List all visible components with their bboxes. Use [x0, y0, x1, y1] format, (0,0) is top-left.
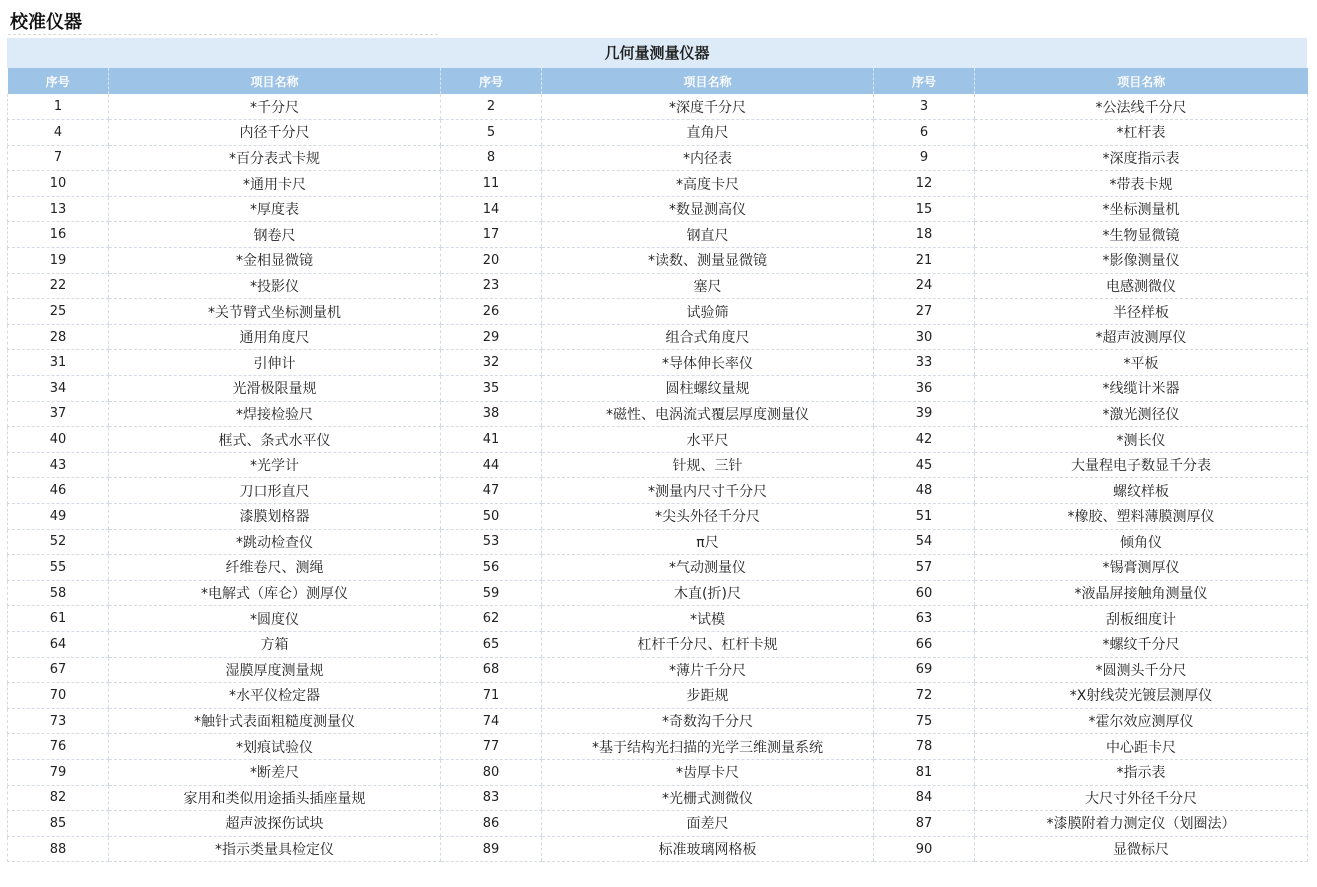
- item-index-cell: 86: [441, 811, 542, 837]
- item-index-cell: 83: [441, 785, 542, 811]
- item-name-cell: 刀口形直尺: [109, 478, 441, 504]
- item-name-cell: 步距规: [542, 683, 874, 709]
- item-name-cell: *指示类量具检定仪: [109, 836, 441, 862]
- item-name-cell: 大量程电子数显千分表: [975, 452, 1308, 478]
- item-name-cell: 超声波探伤试块: [109, 811, 441, 837]
- table-row: [8, 734, 1308, 760]
- table-row: [8, 401, 1308, 427]
- item-index-cell: 2: [441, 94, 542, 120]
- item-index-cell: 64: [8, 631, 109, 657]
- item-name-cell: 钢直尺: [542, 222, 874, 248]
- item-name-cell: *圆度仪: [109, 606, 441, 632]
- table-row: [8, 299, 1308, 325]
- item-index-cell: 12: [874, 171, 975, 197]
- header-index-2: 序号: [441, 68, 542, 94]
- item-name-cell: *锡膏测厚仪: [975, 555, 1308, 581]
- item-index-cell: 57: [874, 555, 975, 581]
- item-name-cell: *断差尺: [109, 759, 441, 785]
- item-index-cell: 65: [441, 631, 542, 657]
- item-name-cell: *光学计: [109, 452, 441, 478]
- item-name-cell: *测长仪: [975, 427, 1308, 453]
- item-name-cell: *焊接检验尺: [109, 401, 441, 427]
- item-index-cell: 61: [8, 606, 109, 632]
- item-name-cell: *触针式表面粗糙度测量仪: [109, 708, 441, 734]
- item-index-cell: 13: [8, 196, 109, 222]
- item-index-cell: 89: [441, 836, 542, 862]
- item-name-cell: *激光测径仪: [975, 401, 1308, 427]
- item-index-cell: 79: [8, 759, 109, 785]
- page-title: 校准仪器: [10, 12, 82, 33]
- header-row: [8, 68, 1308, 94]
- item-index-cell: 14: [441, 196, 542, 222]
- item-name-cell: *投影仪: [109, 273, 441, 299]
- item-name-cell: 针规、三针: [542, 452, 874, 478]
- item-index-cell: 46: [8, 478, 109, 504]
- item-name-cell: *X射线荧光镀层测厚仪: [975, 683, 1308, 709]
- table-row: [8, 248, 1308, 274]
- item-name-cell: 引伸计: [109, 350, 441, 376]
- table-row: [8, 324, 1308, 350]
- item-index-cell: 80: [441, 759, 542, 785]
- item-index-cell: 55: [8, 555, 109, 581]
- table-row: [8, 120, 1308, 146]
- item-name-cell: 大尺寸外径千分尺: [975, 785, 1308, 811]
- item-name-cell: 光滑极限量规: [109, 376, 441, 402]
- item-index-cell: 88: [8, 836, 109, 862]
- item-index-cell: 71: [441, 683, 542, 709]
- item-name-cell: *影像测量仪: [975, 248, 1308, 274]
- item-index-cell: 69: [874, 657, 975, 683]
- table-row: [8, 631, 1308, 657]
- item-index-cell: 38: [441, 401, 542, 427]
- item-name-cell: *指示表: [975, 759, 1308, 785]
- table-row: [8, 785, 1308, 811]
- item-name-cell: π尺: [542, 529, 874, 555]
- item-name-cell: *生物显微镜: [975, 222, 1308, 248]
- item-index-cell: 24: [874, 273, 975, 299]
- item-name-cell: *深度指示表: [975, 145, 1308, 171]
- item-index-cell: 47: [441, 478, 542, 504]
- item-name-cell: *线缆计米器: [975, 376, 1308, 402]
- item-index-cell: 45: [874, 452, 975, 478]
- item-index-cell: 22: [8, 273, 109, 299]
- header-index-3: 序号: [874, 68, 975, 94]
- item-name-cell: *试模: [542, 606, 874, 632]
- header-name-2: 项目名称: [542, 68, 874, 94]
- item-index-cell: 39: [874, 401, 975, 427]
- item-index-cell: 44: [441, 452, 542, 478]
- item-name-cell: *通用卡尺: [109, 171, 441, 197]
- item-index-cell: 81: [874, 759, 975, 785]
- item-index-cell: 48: [874, 478, 975, 504]
- item-name-cell: *霍尔效应测厚仪: [975, 708, 1308, 734]
- table-row: [8, 555, 1308, 581]
- item-name-cell: 水平尺: [542, 427, 874, 453]
- item-name-cell: *数显测高仪: [542, 196, 874, 222]
- item-index-cell: 76: [8, 734, 109, 760]
- table-row: [8, 452, 1308, 478]
- item-name-cell: 漆膜划格器: [109, 504, 441, 530]
- table-row: [8, 427, 1308, 453]
- item-name-cell: *厚度表: [109, 196, 441, 222]
- item-index-cell: 87: [874, 811, 975, 837]
- item-index-cell: 56: [441, 555, 542, 581]
- item-index-cell: 18: [874, 222, 975, 248]
- table-row: [8, 657, 1308, 683]
- item-index-cell: 8: [441, 145, 542, 171]
- item-name-cell: *圆测头千分尺: [975, 657, 1308, 683]
- item-name-cell: 螺纹样板: [975, 478, 1308, 504]
- item-index-cell: 11: [441, 171, 542, 197]
- item-index-cell: 62: [441, 606, 542, 632]
- item-index-cell: 68: [441, 657, 542, 683]
- item-name-cell: *光栅式测微仪: [542, 785, 874, 811]
- instrument-table: [7, 68, 1308, 862]
- table-header: [8, 68, 1308, 94]
- item-index-cell: 21: [874, 248, 975, 274]
- item-name-cell: 组合式角度尺: [542, 324, 874, 350]
- item-index-cell: 90: [874, 836, 975, 862]
- item-name-cell: *千分尺: [109, 94, 441, 120]
- item-name-cell: *气动测量仪: [542, 555, 874, 581]
- item-index-cell: 52: [8, 529, 109, 555]
- item-index-cell: 73: [8, 708, 109, 734]
- item-index-cell: 70: [8, 683, 109, 709]
- item-name-cell: 电感测微仪: [975, 273, 1308, 299]
- item-index-cell: 60: [874, 580, 975, 606]
- item-index-cell: 5: [441, 120, 542, 146]
- item-index-cell: 25: [8, 299, 109, 325]
- item-name-cell: 刮板细度计: [975, 606, 1308, 632]
- table-row: [8, 94, 1308, 120]
- table-row: [8, 145, 1308, 171]
- table-row: [8, 759, 1308, 785]
- item-name-cell: *磁性、电涡流式覆层厚度测量仪: [542, 401, 874, 427]
- item-index-cell: 51: [874, 504, 975, 530]
- table-row: [8, 683, 1308, 709]
- item-index-cell: 37: [8, 401, 109, 427]
- item-name-cell: *齿厚卡尺: [542, 759, 874, 785]
- item-index-cell: 9: [874, 145, 975, 171]
- item-name-cell: 框式、条式水平仪: [109, 427, 441, 453]
- item-index-cell: 54: [874, 529, 975, 555]
- item-name-cell: *金相显微镜: [109, 248, 441, 274]
- item-name-cell: *平板: [975, 350, 1308, 376]
- item-name-cell: *基于结构光扫描的光学三维测量系统: [542, 734, 874, 760]
- item-index-cell: 28: [8, 324, 109, 350]
- item-name-cell: 试验筛: [542, 299, 874, 325]
- item-index-cell: 49: [8, 504, 109, 530]
- item-name-cell: *公法线千分尺: [975, 94, 1308, 120]
- item-index-cell: 34: [8, 376, 109, 402]
- table-row: [8, 273, 1308, 299]
- item-index-cell: 58: [8, 580, 109, 606]
- item-name-cell: 塞尺: [542, 273, 874, 299]
- item-index-cell: 16: [8, 222, 109, 248]
- item-index-cell: 35: [441, 376, 542, 402]
- item-name-cell: 直角尺: [542, 120, 874, 146]
- item-index-cell: 15: [874, 196, 975, 222]
- item-name-cell: *测量内尺寸千分尺: [542, 478, 874, 504]
- item-name-cell: *尖头外径千分尺: [542, 504, 874, 530]
- item-index-cell: 75: [874, 708, 975, 734]
- item-name-cell: *液晶屏接触角测量仪: [975, 580, 1308, 606]
- table-caption: 几何量测量仪器: [7, 38, 1307, 68]
- table-row: [8, 580, 1308, 606]
- item-name-cell: 家用和类似用途插头插座量规: [109, 785, 441, 811]
- item-name-cell: 通用角度尺: [109, 324, 441, 350]
- item-name-cell: 半径样板: [975, 299, 1308, 325]
- item-name-cell: *百分表式卡规: [109, 145, 441, 171]
- item-name-cell: *带表卡规: [975, 171, 1308, 197]
- item-index-cell: 82: [8, 785, 109, 811]
- item-index-cell: 4: [8, 120, 109, 146]
- item-name-cell: *电解式（库仑）测厚仪: [109, 580, 441, 606]
- item-index-cell: 40: [8, 427, 109, 453]
- item-name-cell: 湿膜厚度测量规: [109, 657, 441, 683]
- item-index-cell: 84: [874, 785, 975, 811]
- instrument-table-container: [7, 38, 1307, 862]
- item-index-cell: 19: [8, 248, 109, 274]
- header-index-1: 序号: [45, 74, 70, 89]
- item-index-cell: 20: [441, 248, 542, 274]
- table-row: [8, 529, 1308, 555]
- item-name-cell: 方箱: [109, 631, 441, 657]
- item-name-cell: *螺纹千分尺: [975, 631, 1308, 657]
- table-row: [8, 708, 1308, 734]
- item-name-cell: *内径表: [542, 145, 874, 171]
- item-index-cell: 59: [441, 580, 542, 606]
- table-body: [8, 94, 1308, 862]
- item-index-cell: 42: [874, 427, 975, 453]
- title-divider: [8, 34, 438, 35]
- item-index-cell: 53: [441, 529, 542, 555]
- item-name-cell: *高度卡尺: [542, 171, 874, 197]
- item-name-cell: *深度千分尺: [542, 94, 874, 120]
- item-index-cell: 67: [8, 657, 109, 683]
- item-index-cell: 32: [441, 350, 542, 376]
- item-name-cell: 杠杆千分尺、杠杆卡规: [542, 631, 874, 657]
- item-name-cell: 显微标尺: [975, 836, 1308, 862]
- header-name-3: 项目名称: [975, 68, 1308, 94]
- item-index-cell: 85: [8, 811, 109, 837]
- item-index-cell: 10: [8, 171, 109, 197]
- item-index-cell: 63: [874, 606, 975, 632]
- table-row: [8, 478, 1308, 504]
- item-index-cell: 74: [441, 708, 542, 734]
- item-name-cell: 钢卷尺: [109, 222, 441, 248]
- item-index-cell: 77: [441, 734, 542, 760]
- item-name-cell: 中心距卡尺: [975, 734, 1308, 760]
- item-index-cell: 33: [874, 350, 975, 376]
- item-name-cell: 标准玻璃网格板: [542, 836, 874, 862]
- item-index-cell: 17: [441, 222, 542, 248]
- item-index-cell: 6: [874, 120, 975, 146]
- item-index-cell: 41: [441, 427, 542, 453]
- table-row: [8, 606, 1308, 632]
- item-index-cell: 72: [874, 683, 975, 709]
- item-name-cell: 面差尺: [542, 811, 874, 837]
- item-name-cell: *关节臂式坐标测量机: [109, 299, 441, 325]
- item-name-cell: *水平仪检定器: [109, 683, 441, 709]
- item-name-cell: 圆柱螺纹量规: [542, 376, 874, 402]
- item-name-cell: 木直(折)尺: [542, 580, 874, 606]
- table-row: [8, 376, 1308, 402]
- item-name-cell: *跳动检查仪: [109, 529, 441, 555]
- item-index-cell: 23: [441, 273, 542, 299]
- item-index-cell: 7: [8, 145, 109, 171]
- item-name-cell: *奇数沟千分尺: [542, 708, 874, 734]
- item-name-cell: *杠杆表: [975, 120, 1308, 146]
- item-name-cell: 倾角仪: [975, 529, 1308, 555]
- item-name-cell: 纤维卷尺、测绳: [109, 555, 441, 581]
- table-row: [8, 171, 1308, 197]
- item-index-cell: 43: [8, 452, 109, 478]
- item-index-cell: 30: [874, 324, 975, 350]
- item-name-cell: *超声波测厚仪: [975, 324, 1308, 350]
- item-name-cell: 内径千分尺: [109, 120, 441, 146]
- item-name-cell: *坐标测量机: [975, 196, 1308, 222]
- item-name-cell: *划痕试验仪: [109, 734, 441, 760]
- table-row: [8, 196, 1308, 222]
- table-row: [8, 350, 1308, 376]
- item-index-cell: 31: [8, 350, 109, 376]
- item-index-cell: 1: [8, 94, 109, 120]
- item-index-cell: 29: [441, 324, 542, 350]
- item-name-cell: *读数、测量显微镜: [542, 248, 874, 274]
- item-name-cell: *橡胶、塑料薄膜测厚仪: [975, 504, 1308, 530]
- item-index-cell: 3: [874, 94, 975, 120]
- item-index-cell: 26: [441, 299, 542, 325]
- table-row: [8, 504, 1308, 530]
- item-index-cell: 78: [874, 734, 975, 760]
- item-index-cell: 66: [874, 631, 975, 657]
- header-name-1: 项目名称: [109, 68, 441, 94]
- item-name-cell: *漆膜附着力测定仪（划圈法）: [975, 811, 1308, 837]
- item-name-cell: *导体伸长率仪: [542, 350, 874, 376]
- item-index-cell: 27: [874, 299, 975, 325]
- item-name-cell: *薄片千分尺: [542, 657, 874, 683]
- item-index-cell: 36: [874, 376, 975, 402]
- item-index-cell: 50: [441, 504, 542, 530]
- table-row: [8, 836, 1308, 862]
- table-row: [8, 811, 1308, 837]
- table-row: [8, 222, 1308, 248]
